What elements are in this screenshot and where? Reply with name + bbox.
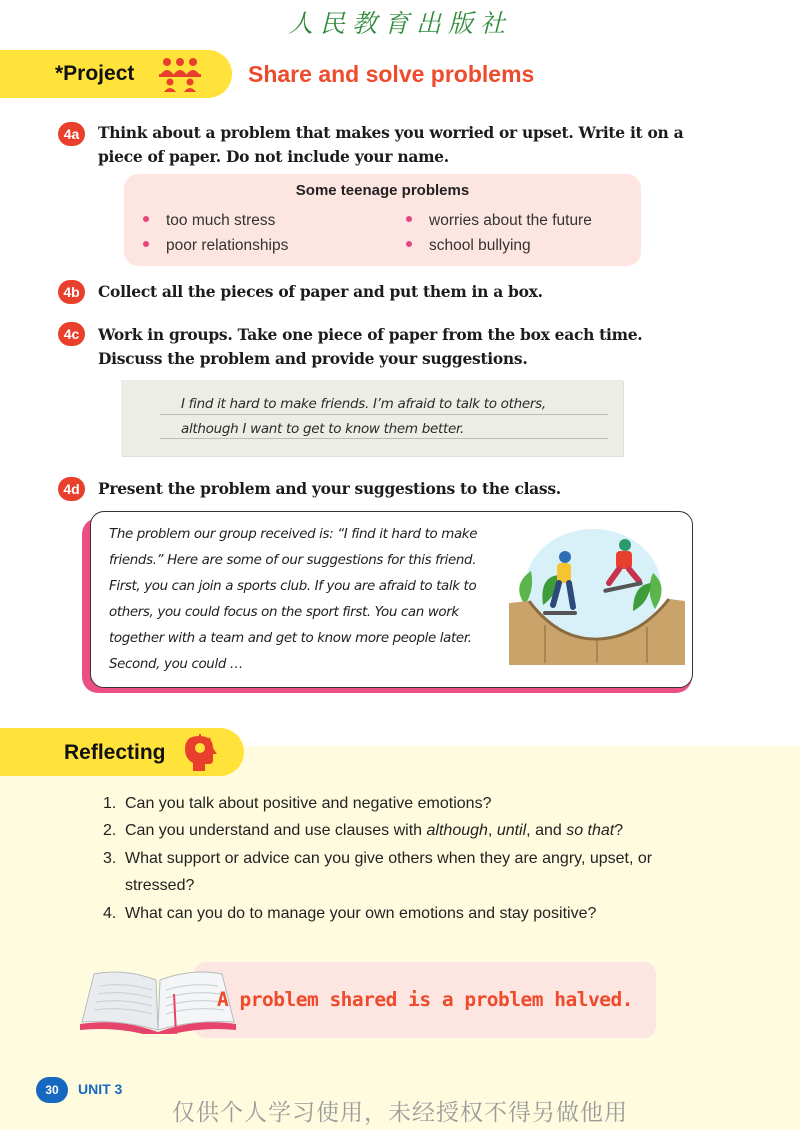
project-label: *Project xyxy=(55,62,135,85)
reflecting-question-2: 2. Can you understand and use clauses with although, until, and so that? xyxy=(103,822,624,839)
bullet-dot xyxy=(143,216,149,222)
publisher-logo-text: 人民教育出版社 xyxy=(287,9,512,38)
reflecting-question-4: 4. What can you do to manage your own emotions and stay positive? xyxy=(103,905,597,922)
reflecting-question-3-cont: stressed? xyxy=(125,877,195,894)
sample-line: The problem our group received is: “I find it hard to make xyxy=(109,527,478,542)
note-rule xyxy=(160,438,608,439)
task-badge-4d: 4d xyxy=(58,477,85,501)
page-number: 30 xyxy=(36,1077,68,1103)
bullet-dot xyxy=(406,241,412,247)
task-4a-text: Think about a problem that makes you worried or upset. Write it on a piece of paper. Do not include your name. xyxy=(98,123,684,166)
problem-item: school bullying xyxy=(406,237,531,255)
sample-line: Second, you could … xyxy=(109,657,243,672)
project-title: Share and solve problems xyxy=(248,61,535,87)
sample-line: together with a team and get to know more people later. xyxy=(109,631,472,646)
head-lightbulb-icon xyxy=(183,733,217,771)
reflecting-label: Reflecting xyxy=(64,741,166,764)
teenage-problems-title: Some teenage problems xyxy=(295,182,470,199)
unit-label: UNIT 3 xyxy=(78,1081,123,1097)
note-line-1: I find it hard to make friends. I’m afraid to talk to others, xyxy=(181,396,546,412)
task-4c-text: Work in groups. Take one piece of paper from the box each time. Discuss the problem and provide your suggestions. xyxy=(98,325,643,368)
problem-item: too much stress xyxy=(143,212,275,230)
bullet-dot xyxy=(143,241,149,247)
task-4d-text: Present the problem and your suggestions to the class. xyxy=(98,479,561,498)
sample-presentation-text xyxy=(109,522,499,678)
problem-note-paper xyxy=(121,380,623,456)
problem-item: poor relationships xyxy=(143,237,288,255)
sample-line: First, you can join a sports club. If you are afraid to talk to xyxy=(109,579,477,594)
skateboard-ramp-illustration xyxy=(505,525,687,667)
task-4b-text: Collect all the pieces of paper and put them in a box. xyxy=(98,282,543,301)
sample-line: friends.” Here are some of our suggestions for this friend. xyxy=(109,553,477,568)
problem-item: worries about the future xyxy=(406,212,592,230)
sample-line: others, you could focus on the sport first. You can work xyxy=(109,605,459,620)
task-badge-4b: 4b xyxy=(58,280,85,304)
copyright-watermark: 仅供个人学习使用，未经授权不得另做他用 xyxy=(172,1100,628,1126)
proverb-text: A problem shared is a problem halved. xyxy=(217,988,633,1011)
note-rule xyxy=(160,414,608,415)
task-badge-4a: 4a xyxy=(58,122,85,146)
reflecting-question-3: 3. What support or advice can you give others when they are angry, upset, or xyxy=(103,850,653,867)
note-line-2: although I want to get to know them better. xyxy=(181,421,465,437)
group-discussion-icon xyxy=(158,56,202,92)
task-badge-4c: 4c xyxy=(58,322,85,346)
reflecting-question-1: 1. Can you talk about positive and negative emotions? xyxy=(103,795,492,812)
bullet-dot xyxy=(406,216,412,222)
